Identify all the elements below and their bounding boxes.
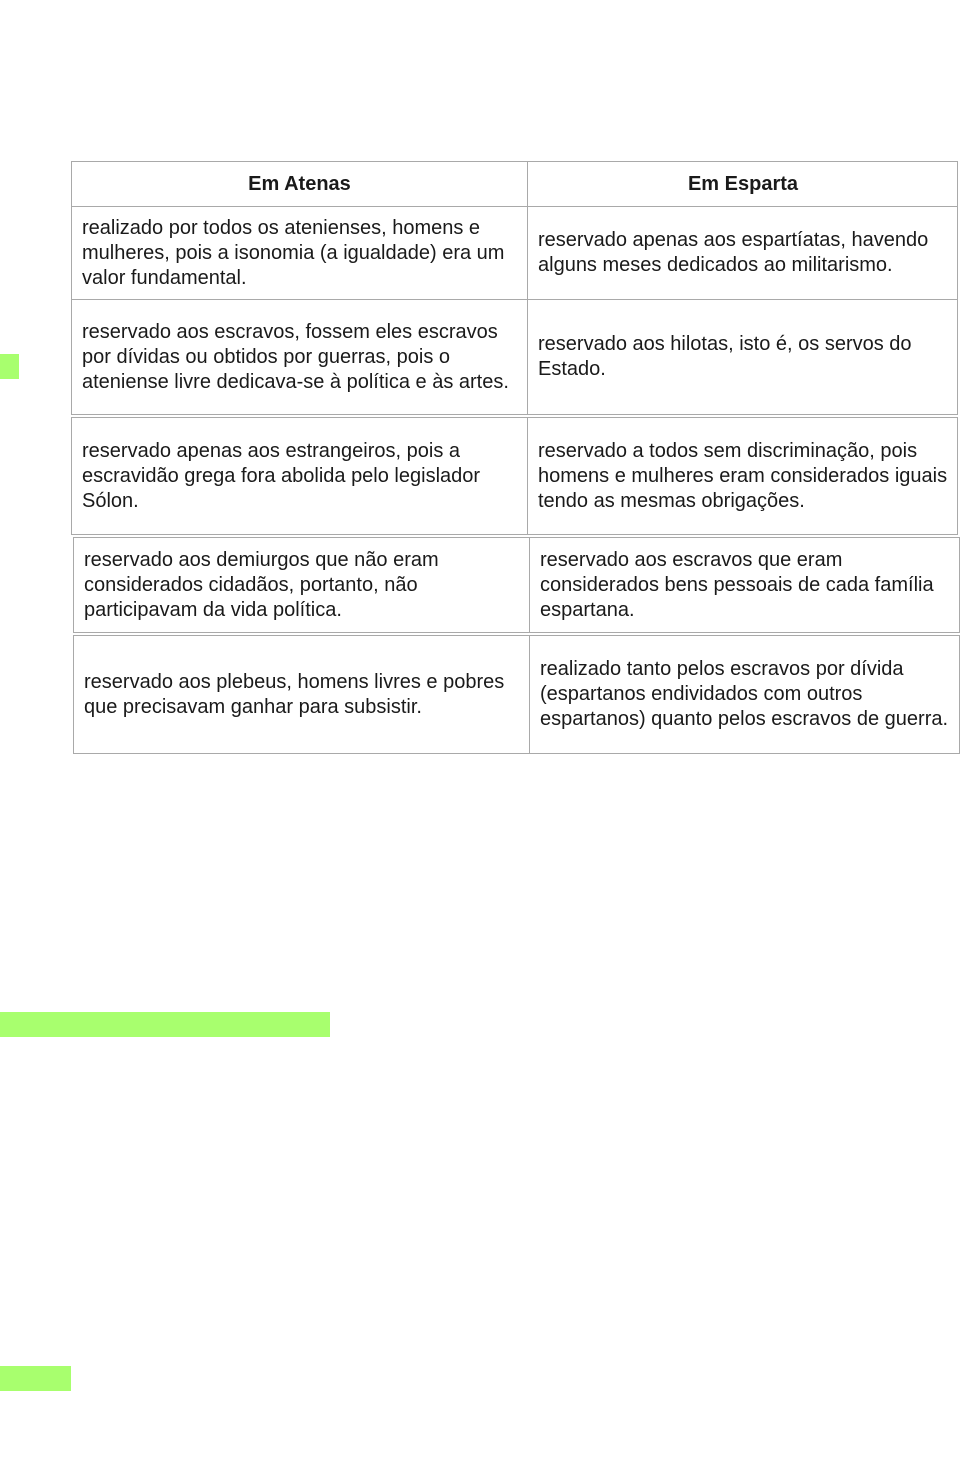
header-sparta: Em Esparta <box>687 172 799 195</box>
comparison-table-2 <box>71 417 958 535</box>
comparison-table-4 <box>73 635 960 754</box>
row-4-athens: reservado aos demiurgos que não eram considerados cidadãos, portanto, não participavam da vida política. <box>74 538 530 632</box>
header-athens: Em Atenas <box>72 162 528 206</box>
row-3-athens: reservado apenas aos estrangeiros, pois a escravidão grega fora abolida pelo legislador Sólon. <box>72 418 528 534</box>
row-2-athens: reservado aos escravos, fossem eles escravos por dívidas ou obtidos por guerras, pois o ateniense livre dedicava-se à política e às artes. <box>72 299 528 414</box>
comparison-table-1 <box>71 161 958 415</box>
comparison-table-3 <box>73 537 960 633</box>
row-1-sparta: reservado apenas aos espartíatas, havendo alguns meses dedicados ao militarismo. <box>528 206 958 299</box>
row-5-athens: reservado aos plebeus, homens livres e pobres que precisavam ganhar para subsistir. <box>74 636 530 753</box>
highlight-marker-1 <box>0 354 19 379</box>
row-1-athens: realizado por todos os atenienses, homens e mulheres, pois a isonomia (a igualdade) era um valor fundamental. <box>72 206 528 299</box>
row-3-sparta: reservado a todos sem discriminação, pois homens e mulheres eram considerados iguais tendo as mesmas obrigações. <box>538 439 948 512</box>
row-5-sparta: realizado tanto pelos escravos por dívida (espartanos endividados com outros espartanos) quanto pelos escravos de guerra. <box>540 658 949 730</box>
highlight-marker-3 <box>0 1366 71 1391</box>
row-4-sparta: reservado aos escravos que eram considerados bens pessoais de cada família espartana. <box>540 548 934 621</box>
highlight-marker-2 <box>0 1012 330 1037</box>
row-2-sparta: reservado aos hilotas, isto é, os servos do Estado. <box>528 299 958 414</box>
